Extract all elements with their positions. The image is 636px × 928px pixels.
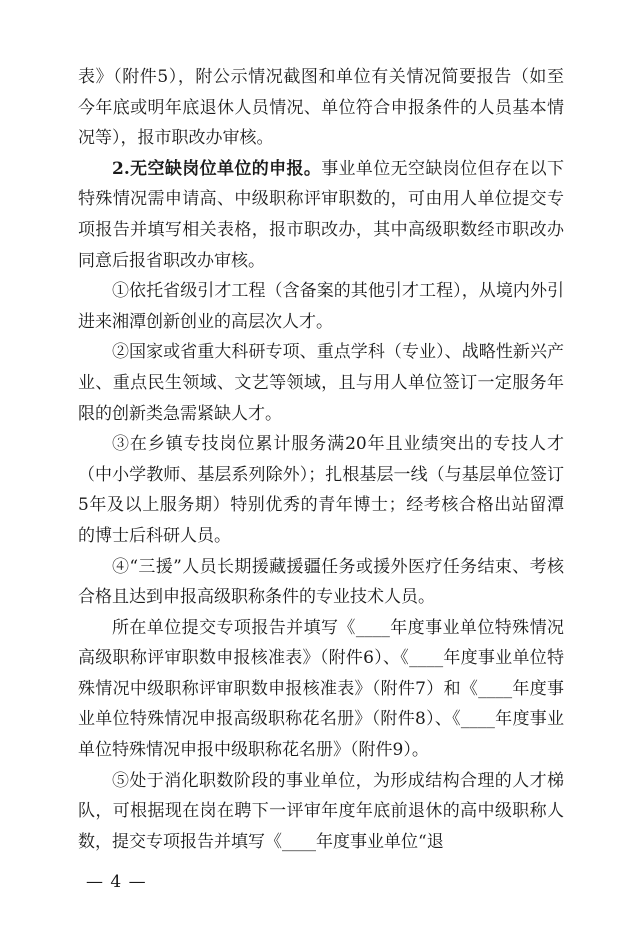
paragraph-item-1: ①依托省级引才工程（含备案的其他引才工程），从境内外引进来湘潭创新创业的高层次人才。 (78, 281, 564, 332)
paragraph-attachments: 所在单位提交专项报告并填写《____年度事业单位特殊情况高级职称评审职数申报核准表》（附件6）、《____年度事业单位特殊情况中级职称评审职数申报核准表》（附件7）和《____年度事业单位特殊情况申报高级职称花名册》（附件8）、《____年度事业单位特殊情况申报中级职称花名册》（附件9）。 (78, 617, 564, 761)
section-heading: 2.无空缺岗位单位的申报。 (112, 158, 322, 179)
paragraph-item-4: ④“三援”人员长期援藏援疆任务或援外医疗任务结束、考核合格且达到申报高级职称条件的专业技术人员。 (78, 556, 564, 608)
paragraph-item-3: ③在乡镇专技岗位累计服务满20年且业绩突出的专技人才（中小学教师、基层系列除外）；扎根基层一线（与基层单位签订5年及以上服务期）特别优秀的青年博士；经考核合格出站留潭的博士后科研人员。 (78, 434, 564, 546)
paragraph-item-2: ②国家或省重大科研专项、重点学科（专业）、战略性新兴产业、重点民生领域、文艺等领域，且与用人单位签订一定服务年限的创新类急需紧缺人才。 (78, 342, 564, 424)
paragraph-continuation: 表》（附件5），附公示情况截图和单位有关情况简要报告（如至今年底或明年底退休人员情况、单位符合申报条件的人员基本情况等），报市职改办审核。 (78, 67, 564, 149)
paragraph-section-2 (78, 154, 564, 276)
paragraph-item-5: ⑤处于消化职数阶段的事业单位，为形成结构合理的人才梯队，可根据现在岗在聘下一评审年度年底前退休的高中级职称人数，提交专项报告并填写《____年度事业单位“退 (78, 770, 564, 852)
section-body: 事业单位无空缺岗位但存在以下特殊情况需申请高、中级职称评审职数的，可由用人单位提交专项报告并填写相关表格，报市职改办，其中高级职数经市职改办同意后报省职改办审核。 (78, 158, 564, 271)
document-body (78, 62, 564, 857)
page-number: — 4 — (86, 872, 147, 892)
